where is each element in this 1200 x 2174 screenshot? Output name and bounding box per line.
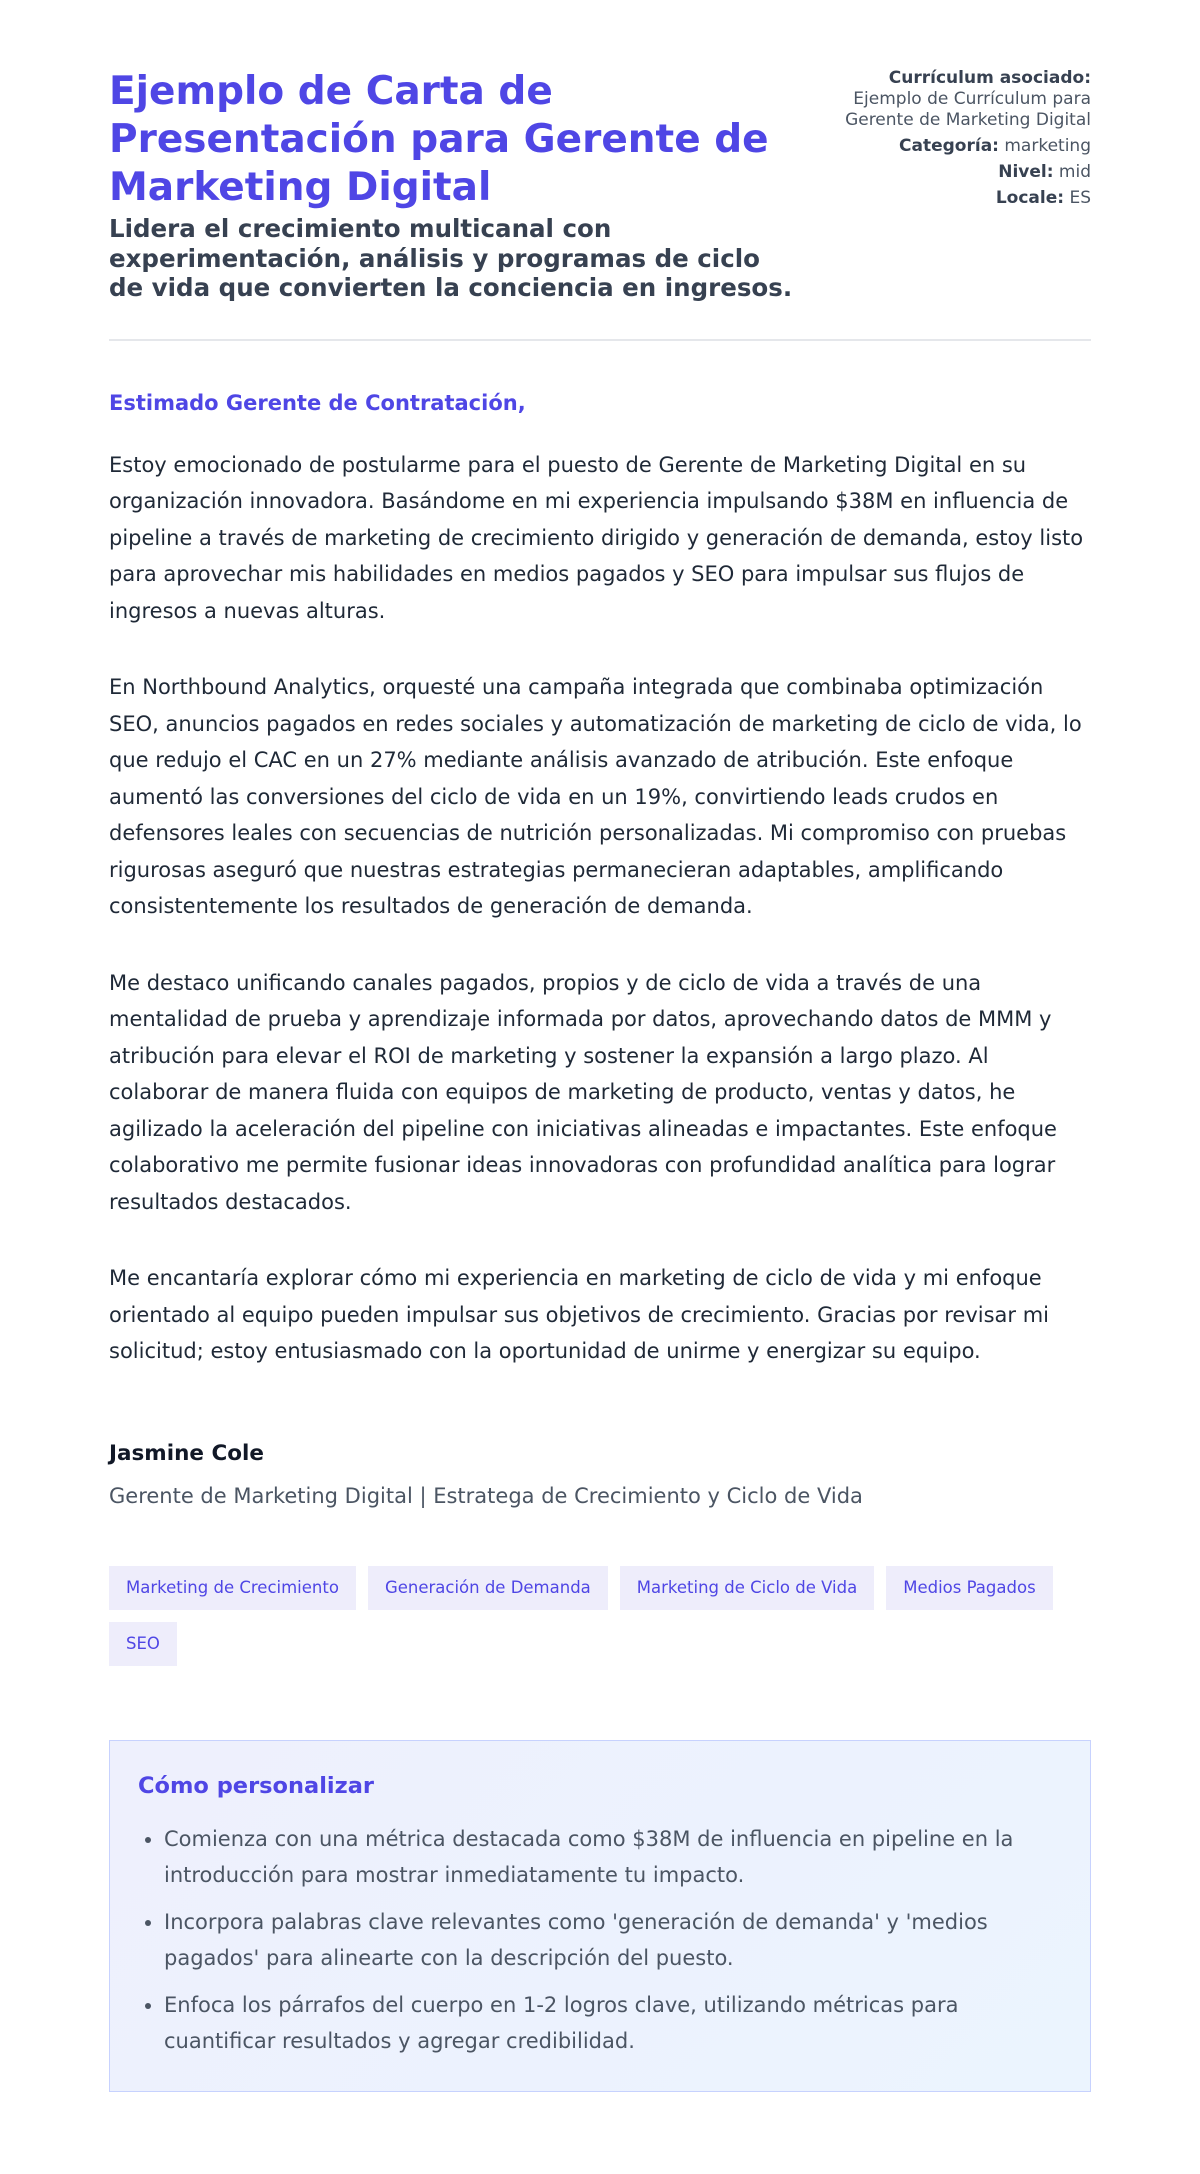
page-title: Ejemplo de Carta de Presentación para Gerente de Marketing Digital [109,69,769,210]
tip-item: • Incorpora palabras clave relevantes como 'generación de demanda' y 'medios pagados' para alinearte con la descripción del puesto. [164,1904,1062,1976]
meta-resume [796,68,1091,131]
meta-resume-value[interactable]: Ejemplo de Currículum para Gerente de Marketing Digital [845,89,1091,130]
signature-block [109,1440,1091,1510]
letter-paragraph-3: Me destaco unificando canales pagados, propios y de ciclo de vida a través de una mentalidad de prueba y aprendizaje informada por datos, aprovechando datos de MMM y atribución para elevar el ROI de marketing y sostener la expansión a largo plazo. Al colaborar de manera fluida con equipos de marketing de producto, ventas y datos, he agilizado la aceleración del pipeline con iniciativas alineadas e impactantes. Este enfoque colaborativo me permite fusionar ideas innovadoras con profundidad analítica para lograr resultados destacados. [109,970,1057,1214]
meta-category-value: marketing [1004,136,1091,156]
meta-category [796,136,1091,157]
page-subtitle: Lidera el crecimiento multicanal con experimentación, análisis y programas de ciclo de vida que convierten la conciencia en ingresos. [109,214,793,302]
signer-title: Gerente de Marketing Digital | Estratega de Crecimiento y Ciclo de Vida [109,1483,863,1508]
skill-tags [109,1566,1091,1666]
meta-locale [796,188,1091,209]
tip-item: • Comienza con una métrica destacada como $38M de influencia en pipeline en la introducción para mostrar inmediatamente tu impacto. [164,1821,1062,1893]
meta-category-label: Categoría: [899,136,999,156]
letter-paragraph-2: En Northbound Analytics, orquesté una campaña integrada que combinaba optimización SEO, anuncios pagados en redes sociales y automatización de marketing de ciclo de vida, lo que redujo el CAC en un 27% mediante análisis avanzado de atribución. Este enfoque aumentó las conversiones del ciclo de vida en un 19%, convirtiendo leads crudos en defensores leales con secuencias de nutrición personalizadas. Mi compromiso con pruebas rigurosas aseguró que nuestras estrategias permanecieran adaptables, amplificando consistentemente los resultados de generación de demanda. [109,675,1082,918]
meta-level [796,162,1091,183]
meta-locale-value: ES [1069,188,1091,208]
signer-name: Jasmine Cole [109,1440,264,1466]
letter-paragraph-4: Me encantaría explorar cómo mi experiencia en marketing de ciclo de vida y mi enfoque orientado al equipo pueden impulsar sus objetivos de crecimiento. Gracias por revisar mi solicitud; estoy entusiasmado con la oportunidad de unirme y energizar su equipo. [109,1266,1049,1363]
skill-tag: SEO [109,1622,177,1666]
meta-level-value: mid [1058,162,1091,182]
letter-paragraph-1: Estoy emocionado de postularme para el puesto de Gerente de Marketing Digital en su organización innovadora. Basándome en mi experiencia impulsando $38M en influencia de pipeline a través de marketing de crecimiento dirigido y generación de demanda, estoy listo para aprovechar mis habilidades en medios pagados y SEO para impulsar sus flujos de ingresos a nuevas alturas. [109,452,1084,623]
tips-title: Cómo personalizar [138,1772,375,1799]
skill-tag: Marketing de Ciclo de Vida [620,1566,874,1610]
skill-tag: Generación de Demanda [368,1566,608,1610]
salutation: Estimado Gerente de Contratación, [109,390,526,415]
tips-list [138,1821,1062,2059]
header-titles [109,68,796,303]
meta-level-label: Nivel: [998,162,1054,182]
meta-resume-label: Currículum asociado: [888,68,1091,88]
meta-locale-label: Locale: [995,188,1065,208]
skill-tag: Marketing de Crecimiento [109,1566,356,1610]
tip-item: • Enfoca los párrafos del cuerpo en 1-2 logros clave, utilizando métricas para cuantificar resultados y agregar credibilidad. [164,1987,1062,2059]
letter-body [109,389,1091,1370]
customization-tips-box [109,1740,1091,2092]
metadata-panel [796,68,1091,214]
page-header [109,68,1091,303]
skill-tag: Medios Pagados [886,1566,1052,1610]
header-divider [109,339,1091,341]
